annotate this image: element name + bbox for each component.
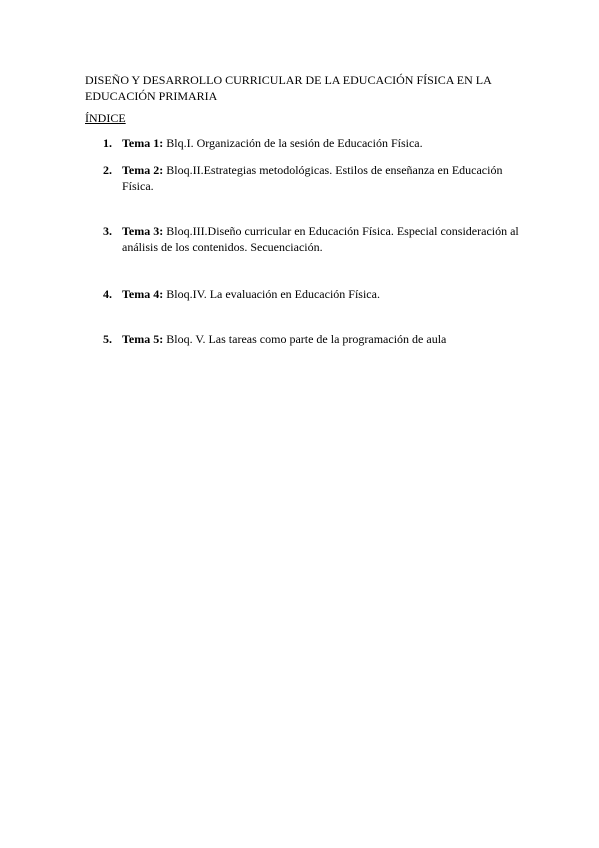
toc-item-text: Bloq. V. Las tareas como parte de la programación de aula xyxy=(163,332,447,346)
toc-item-tema-2 xyxy=(103,162,523,194)
toc-item-tema-5 xyxy=(103,331,523,347)
toc-item-tema-3 xyxy=(103,223,523,255)
toc-item-body xyxy=(122,331,523,347)
toc-item-number: 2. xyxy=(103,163,112,177)
toc-item-label: Tema 3: xyxy=(122,224,164,238)
document-title: DISEÑO Y DESARROLLO CURRICULAR DE LA EDUCACIÓN FÍSICA EN LA EDUCACIÓN PRIMARIA xyxy=(85,73,492,103)
toc-item-text: Bloq.IV. La evaluación en Educación Física. xyxy=(163,287,380,301)
toc-item-tema-1 xyxy=(103,135,523,151)
toc-item-text: Bloq.II.Estrategias metodológicas. Estilos de enseñanza en Educación Física. xyxy=(122,163,503,193)
toc-item-label: Tema 1: xyxy=(122,136,164,150)
toc-item-body xyxy=(122,135,523,151)
toc-item-body xyxy=(122,223,523,255)
toc-item-label: Tema 4: xyxy=(122,287,164,301)
toc-item-number: 4. xyxy=(103,287,112,301)
index-heading: ÍNDICE xyxy=(85,111,126,125)
toc-item-text: Blq.I. Organización de la sesión de Educación Física. xyxy=(163,136,423,150)
toc-item-tema-4 xyxy=(103,286,523,302)
toc-item-body xyxy=(122,286,523,302)
toc-item-label: Tema 2: xyxy=(122,163,164,177)
toc-item-number: 3. xyxy=(103,224,112,238)
toc-item-body xyxy=(122,162,523,194)
toc-item-number: 1. xyxy=(103,136,112,150)
toc-item-label: Tema 5: xyxy=(122,332,164,346)
toc-item-number: 5. xyxy=(103,332,112,346)
toc-item-text: Bloq.III.Diseño curricular en Educación Física. Especial consideración al análisis de los contenidos. Secuenciación. xyxy=(122,224,519,254)
